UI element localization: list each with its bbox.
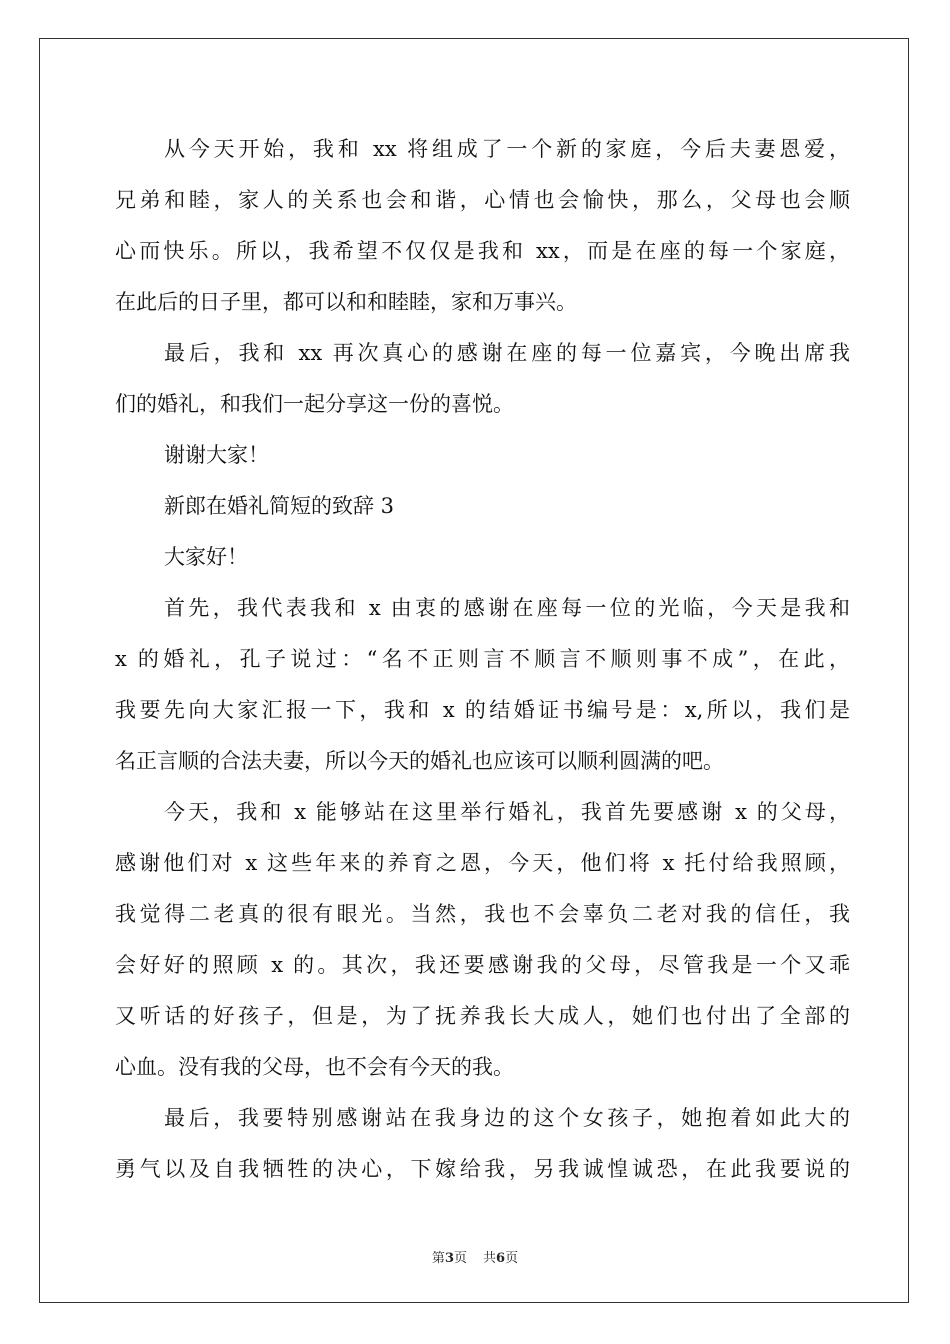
text-line: 在此后的日子里，都可以和和睦睦，家和万事兴。 [115,290,577,314]
text-line: 我觉得二老真的很有眼光。当然，我也不会辜负二老对我的信任，我 [115,902,850,926]
text-line: 又听话的好孩子，但是，为了抚养我长大成人，她们也付出了全部的 [115,1004,850,1028]
text-line: 心血。没有我的父母，也不会有今天的我。 [115,1055,514,1079]
page-number-suffix: 页 [453,1251,467,1266]
page-total-suffix: 页 [505,1251,519,1266]
text-line: 最后，我要特别感谢站在我身边的这个女孩子，她抱着如此大的 [164,1106,850,1130]
text-line: 会好好的照顾 x 的。其次，我还要感谢我的父母，尽管我是一个又乖 [115,953,850,977]
text-line: 从今天开始，我和 xx 将组成了一个新的家庭，今后夫妻恩爱， [164,137,850,161]
document-body [115,124,850,1195]
page-number-total: 6 [496,1251,506,1266]
text-line: 谢谢大家！ [164,443,269,467]
text-line: 们的婚礼，和我们一起分享这一份的喜悦。 [115,392,514,416]
page-number-current: 3 [444,1251,454,1266]
text-line: 今天，我和 x 能够站在这里举行婚礼，我首先要感谢 x 的父母， [164,800,850,824]
text-line: 首先，我代表我和 x 由衷的感谢在座每一位的光临，今天是我和 [164,596,850,620]
text-line: 兄弟和睦，家人的关系也会和谐，心情也会愉快，那么，父母也会顺 [115,188,850,212]
text-line: 心而快乐。所以，我希望不仅仅是我和 xx，而是在座的每一个家庭， [115,239,850,263]
page-total-prefix: 共 [483,1251,497,1266]
page-footer [0,1247,950,1266]
page-number-prefix: 第 [431,1251,445,1266]
text-line: 勇气以及自我牺牲的决心，下嫁给我，另我诚惶诚恐，在此我要说的 [115,1157,850,1181]
section-heading: 新郎在婚礼简短的致辞 3 [164,494,395,518]
text-line: 感谢他们对 x 这些年来的养育之恩，今天，他们将 x 托付给我照顾， [115,851,850,875]
text-line: 名正言顺的合法夫妻，所以今天的婚礼也应该可以顺利圆满的吧。 [115,749,724,773]
text-line: x 的婚礼，孔子说过：“名不正则言不顺言不顺则事不成”，在此， [115,647,850,671]
text-line: 最后，我和 xx 再次真心的感谢在座的每一位嘉宾，今晚出席我 [164,341,850,365]
text-line: 大家好！ [164,545,248,569]
text-line: 我要先向大家汇报一下，我和 x 的结婚证书编号是：x,所以，我们是 [115,698,850,722]
